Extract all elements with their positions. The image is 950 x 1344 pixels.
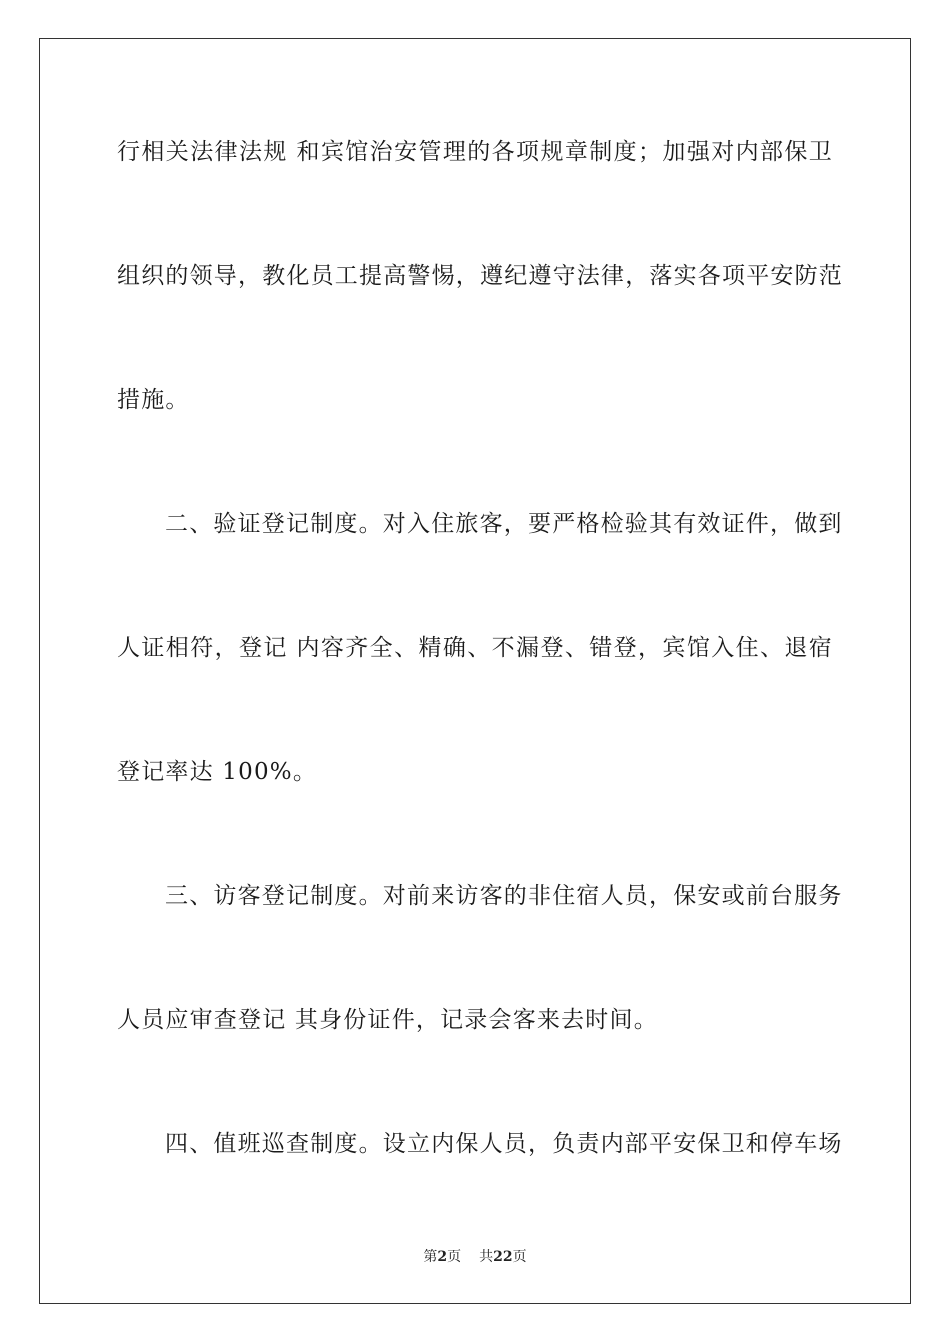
total-suffix: 页 [512, 1249, 527, 1265]
body-line-9: 四、值班巡查制度。设立内保人员，负责内部平安保卫和停车场 [165, 1131, 843, 1157]
page-prefix: 第 [423, 1249, 438, 1265]
total-pages: 22 [493, 1249, 513, 1265]
body-line-6: 登记率达 100%。 [117, 759, 318, 785]
page-suffix: 页 [447, 1249, 462, 1265]
body-line-4: 二、验证登记制度。对入住旅客，要严格检验其有效证件，做到 [165, 511, 843, 537]
body-line-7: 三、访客登记制度。对前来访客的非住宿人员，保安或前台服务 [165, 883, 843, 909]
page-number: 2 [437, 1249, 448, 1265]
total-prefix: 共 [479, 1249, 494, 1265]
page-border [39, 38, 911, 1304]
body-line-2: 组织的领导，教化员工提高警惕，遵纪遵守法律，落实各项平安防范 [117, 263, 843, 289]
page-footer [0, 1247, 950, 1267]
body-line-8: 人员应审查登记 其身份证件，记录会客来去时间。 [117, 1007, 658, 1033]
body-line-5: 人证相符，登记 内容齐全、精确、不漏登、错登，宾馆入住、退宿 [117, 635, 833, 661]
body-line-1: 行相关法律法规 和宾馆治安管理的各项规章制度；加强对内部保卫 [117, 139, 833, 165]
body-line-3: 措施。 [117, 387, 190, 413]
